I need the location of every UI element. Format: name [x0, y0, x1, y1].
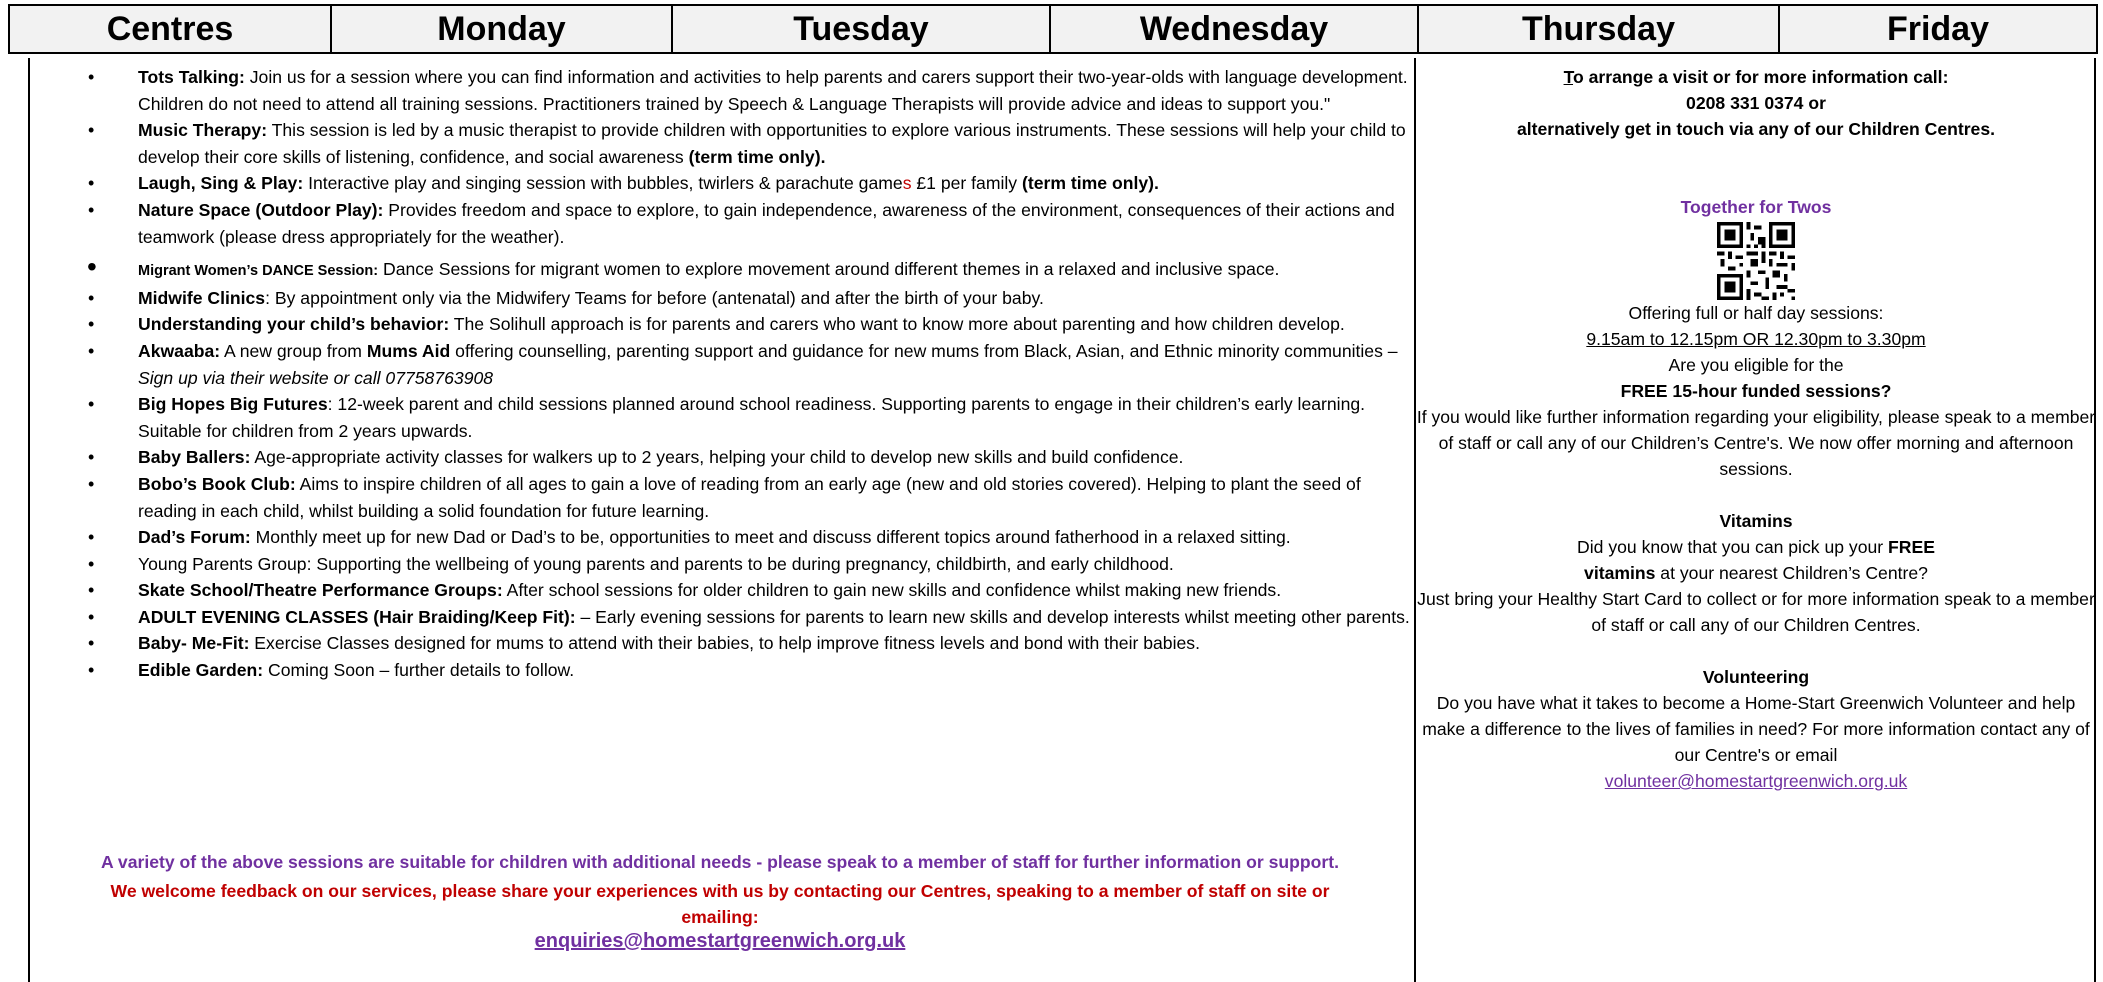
info-sidebar — [1416, 64, 2096, 794]
additional-needs-note: A variety of the above sessions are suitable for children with additional needs - please speak to a member of staff for further information or support. — [100, 852, 1339, 872]
feedback-note — [40, 878, 1400, 930]
session-desc: The Solihull approach is for parents and carers who want to know more about parenting and how children develop. — [449, 314, 1345, 335]
session-title: Understanding your child’s behavior: — [138, 314, 450, 335]
session-desc: Dance Sessions for migrant women to explore movement around different themes in a relaxed and inclusive space. — [378, 259, 1280, 280]
vitamins-line-3: Just bring your Healthy Start Card to collect or for more information speak to a member of staff or call any of our Children Centres. — [1417, 589, 2095, 635]
session-desc: Exercise Classes designed for mums to attend with their babies, to help improve fitness levels and bond with their babies. — [249, 633, 1200, 654]
header-monday: Monday — [332, 6, 673, 52]
session-migrant-women-dance — [60, 256, 1410, 285]
vitamins-free: FREE — [1888, 537, 1935, 557]
session-title: Big Hopes Big Futures — [138, 394, 328, 415]
session-desc: Coming Soon – further details to follow. — [263, 660, 575, 681]
twos-info: If you would like further information regarding your eligibility, please speak to a member of staff or call any of our Children’s Centre's. We now offer morning and afternoon sessions. — [1416, 407, 2096, 479]
session-title: Dad’s Forum: — [138, 527, 251, 548]
twos-times: 9.15am to 12.15pm OR 12.30pm to 3.30pm — [1586, 329, 1926, 349]
spacer — [1416, 142, 2096, 194]
header-tuesday: Tuesday — [673, 6, 1051, 52]
header-centres: Centres — [10, 6, 332, 52]
session-desc: Monthly meet up for new Dad or Dad’s to be, opportunities to meet and discuss different topics around fatherhood in a relaxed sitting. — [250, 527, 1291, 548]
session-desc: Join us for a session where you can find information and activities to help parents and carers support their two-year-olds with language development. Children do not need to attend all training sessions. Practitioners trained by Speech & Language Therapists will provide advice and ideas to support you." — [138, 67, 1408, 114]
vitamins-text: Did you know that you can pick up your — [1577, 537, 1889, 557]
session-signup: Sign up via their website or call 07758763908 — [138, 367, 494, 388]
vitamins-text: at your nearest Children’s Centre? — [1655, 563, 1928, 583]
contact-heading — [1416, 64, 2096, 90]
session-baby-ballers — [60, 444, 1410, 471]
vitamins-word: vitamins — [1584, 563, 1656, 583]
twos-free-sessions: FREE 15-hour funded sessions? — [1620, 381, 1892, 401]
session-title: Laugh, Sing & Play: — [138, 173, 304, 194]
session-title: Edible Garden: — [138, 660, 264, 681]
vitamins-line-2 — [1416, 560, 2096, 586]
session-adult-evening-classes — [60, 604, 1410, 631]
session-red-text: s — [902, 173, 912, 194]
session-title: Migrant Women’s DANCE Session: — [138, 263, 379, 280]
session-baby-me-fit — [60, 630, 1410, 657]
feedback-line: We welcome feedback on our services, please share your experiences with us by contacting our Centres, speaking to a member of staff on site or — [110, 881, 1330, 901]
session-desc: offering counselling, parenting support and guidance for new mums from Black, Asian, and Ethnic minority communities – — [450, 340, 1398, 361]
session-desc: Young Parents Group: Supporting the wellbeing of young parents and parents to be during pregnancy, childbirth, and early childhood. — [138, 553, 1174, 574]
session-akwaaba — [60, 338, 1410, 391]
header-thursday: Thursday — [1419, 6, 1780, 52]
session-desc: A new group from — [220, 340, 367, 361]
session-desc: This session is led by a music therapist to provide children with opportunities to explore various instruments. These sessions will help your child to develop their core skills of listening, confidence, and social awareness — [138, 120, 1406, 167]
session-title: Akwaaba: — [138, 340, 221, 361]
session-desc: £1 per family — [911, 173, 1022, 194]
session-title: Baby Ballers: — [138, 447, 251, 468]
volunteer-email-link[interactable]: volunteer@homestartgreenwich.org.uk — [1604, 771, 1908, 791]
session-desc: Provides freedom and space to explore, to gain independence, awareness of the environment, consequences of their actions and teamwork (please dress appropriately for the weather). — [138, 199, 1395, 247]
session-title: Tots Talking: — [138, 67, 245, 87]
twos-eligible: Are you eligible for the — [1668, 355, 1844, 375]
contact-text: o arrange a visit or for more information call: — [1573, 67, 1949, 87]
vitamins-title: Vitamins — [1719, 511, 1793, 531]
session-title: Music Therapy: — [138, 120, 268, 141]
header-wednesday: Wednesday — [1051, 6, 1419, 52]
session-note: (term time only). — [1022, 173, 1159, 194]
twos-offer: Offering full or half day sessions: — [1628, 303, 1884, 323]
contact-initial: T — [1563, 67, 1574, 87]
twos-title: Together for Twos — [1680, 197, 1832, 217]
vitamins-line-1 — [1416, 534, 2096, 560]
session-desc: – Early evening sessions for parents to learn new skills and develop interests whilst meeting other parents. — [575, 606, 1410, 627]
sessions-list — [60, 64, 1410, 684]
feedback-line: emailing: — [681, 907, 759, 927]
session-music-therapy — [60, 117, 1410, 170]
session-note: (term time only). — [688, 146, 826, 167]
enquiries-email-link[interactable]: enquiries@homestartgreenwich.org.uk — [534, 930, 906, 952]
session-desc: After school sessions for older children to gain new skills and confidence whilst making new friends. — [502, 580, 1282, 601]
session-org: Mums Aid — [366, 340, 451, 361]
spacer — [1416, 638, 2096, 664]
volunteering-title: Volunteering — [1702, 667, 1810, 687]
session-title: Nature Space (Outdoor Play): — [138, 199, 384, 220]
session-young-parents — [60, 551, 1410, 578]
session-dads-forum — [60, 524, 1410, 551]
header-friday: Friday — [1886, 9, 1990, 48]
contact-alt: alternatively get in touch via any of our Children Centres. — [1516, 119, 1996, 139]
session-midwife-clinics — [60, 285, 1410, 312]
session-laugh-sing-play — [60, 170, 1410, 197]
session-desc: : By appointment only via the Midwifery Teams for before (antenatal) and after the birth of your baby. — [265, 287, 1044, 308]
session-desc: : 12-week parent and child sessions planned around school readiness. Supporting parents to engage in their children’s early learning. Suitable for children from 2 years upwards. — [138, 394, 1366, 441]
session-tots-talking — [60, 64, 1410, 117]
sessions-column — [60, 64, 1410, 684]
spacer — [1416, 482, 2096, 508]
session-title: Baby- Me-Fit: — [138, 633, 250, 654]
session-edible-garden — [60, 657, 1410, 684]
session-desc: Interactive play and singing session with bubbles, twirlers & parachute game — [303, 173, 903, 194]
session-desc: Age-appropriate activity classes for walkers up to 2 years, helping your child to develop new skills and build confidence. — [250, 447, 1184, 468]
session-title: ADULT EVENING CLASSES (Hair Braiding/Keep Fit): — [138, 606, 576, 627]
session-big-hopes — [60, 391, 1410, 444]
session-skate-school — [60, 577, 1410, 604]
session-nature-space — [60, 197, 1410, 250]
session-bobos-book-club — [60, 471, 1410, 524]
qr-code-icon — [1717, 222, 1795, 300]
session-title: Skate School/Theatre Performance Groups: — [138, 580, 503, 601]
timetable-header — [8, 4, 2098, 54]
session-title: Midwife Clinics — [138, 287, 266, 308]
session-title: Bobo’s Book Club: — [138, 473, 296, 494]
volunteering-text: Do you have what it takes to become a Home-Start Greenwich Volunteer and help make a difference to the lives of families in need? For more information contact any of our Centre's or email — [1422, 693, 2090, 765]
contact-phone: 0208 331 0374 or — [1686, 93, 1826, 113]
session-desc: Aims to inspire children of all ages to gain a love of reading from an early age (new and old stories covered). Helping to plant the seed of reading in each child, whilst building a solid foundation for future learning. — [138, 473, 1361, 521]
session-understanding-behavior — [60, 311, 1410, 338]
